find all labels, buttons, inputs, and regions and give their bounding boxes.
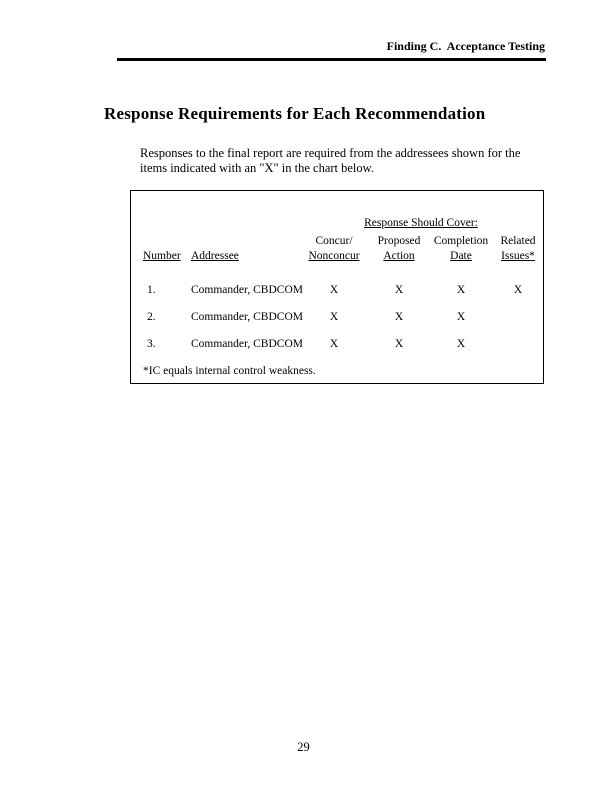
- row-mark-completion: X: [456, 338, 466, 350]
- page-title: Response Requirements for Each Recommendation: [104, 104, 486, 123]
- row-addressee: Commander, CBDCOM: [191, 338, 303, 350]
- row-number: 1.: [147, 284, 156, 296]
- row-addressee: Commander, CBDCOM: [191, 284, 303, 296]
- header-rule: [117, 58, 546, 61]
- row-mark-completion: X: [456, 284, 466, 296]
- intro-line-2: items indicated with an "X" in the chart below.: [140, 161, 374, 175]
- row-addressee: Commander, CBDCOM: [191, 311, 303, 323]
- row-mark-proposed: X: [394, 284, 404, 296]
- span-header-response-should-cover: Response Should Cover:: [364, 217, 478, 229]
- col-header-related-line1: Related: [500, 235, 536, 247]
- row-number: 3.: [147, 338, 156, 350]
- row-mark-related: [493, 311, 543, 338]
- col-header-completion-line2: Date: [450, 250, 472, 262]
- col-header-addressee: Addressee: [191, 250, 239, 262]
- col-header-concur-line1: Concur/: [315, 235, 353, 247]
- col-header-number: Number: [143, 250, 181, 262]
- col-header-related-line2: Issues*: [501, 250, 535, 262]
- page-number: 29: [297, 740, 310, 754]
- row-mark-concur: X: [329, 311, 339, 323]
- col-header-completion-line1: Completion: [433, 235, 489, 247]
- table-footnote: *IC equals internal control weakness.: [143, 365, 316, 377]
- col-header-proposed-line1: Proposed: [377, 235, 421, 247]
- row-mark-concur: X: [329, 284, 339, 296]
- intro-paragraph: [140, 146, 550, 176]
- row-mark-concur: X: [329, 338, 339, 350]
- row-mark-related: X: [513, 284, 523, 296]
- col-header-concur-line2: Nonconcur: [308, 250, 360, 262]
- row-number: 2.: [147, 311, 156, 323]
- col-header-proposed-line2: Action: [383, 250, 415, 262]
- running-header: Finding C. Acceptance Testing: [386, 39, 545, 53]
- row-mark-proposed: X: [394, 338, 404, 350]
- row-mark-related: [493, 338, 543, 365]
- row-mark-completion: X: [456, 311, 466, 323]
- intro-line-1: Responses to the final report are required from the addressees shown for the: [140, 146, 521, 160]
- response-table: [143, 217, 543, 377]
- response-chart-box: [130, 190, 544, 384]
- row-mark-proposed: X: [394, 311, 404, 323]
